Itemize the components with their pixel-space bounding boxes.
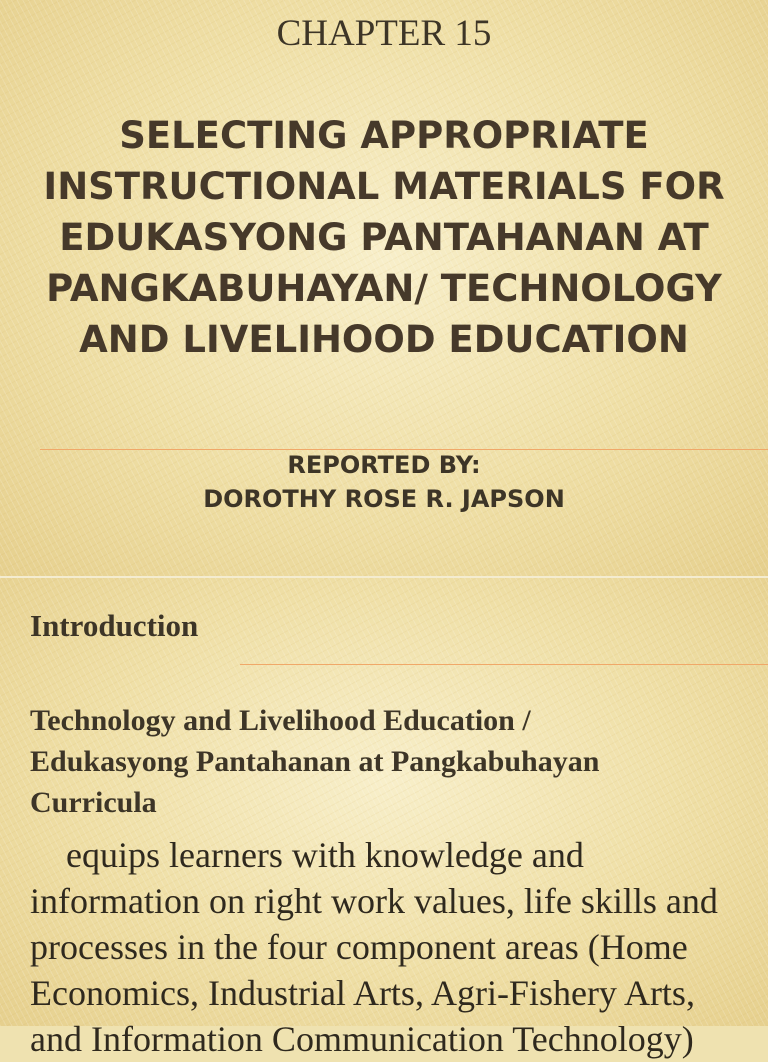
- title-line: INSTRUCTIONAL MATERIALS FOR: [43, 165, 725, 208]
- subheading-line: Curricula: [30, 786, 157, 819]
- title-line: AND LIVELIHOOD EDUCATION: [79, 318, 689, 361]
- reported-by-block: [0, 448, 768, 516]
- subheading-line: Technology and Livelihood Education /: [30, 704, 531, 737]
- reporter-name: DOROTHY ROSE R. JAPSON: [203, 485, 565, 513]
- title-line: EDUKASYONG PANTAHANAN AT: [59, 216, 709, 259]
- reported-by-label: REPORTED BY:: [287, 451, 481, 479]
- slide-title: [10, 110, 758, 365]
- curriculum-subheading: [30, 700, 730, 823]
- title-line: SELECTING APPROPRIATE: [119, 114, 649, 157]
- title-line: PANGKABUHAYAN/ TECHNOLOGY: [46, 267, 722, 310]
- subheading-line: Edukasyong Pantahanan at Pangkabuhayan: [30, 745, 600, 778]
- section-heading: Introduction: [30, 608, 199, 643]
- content-slide: [0, 578, 768, 1059]
- heading-divider: [240, 664, 768, 665]
- body-paragraph: equips learners with knowledge and information on right work values, life skills and processes in the four component areas (Home Economics, Industrial Arts, Agri-Fishery Arts, and Information Communication Technology): [30, 835, 718, 1059]
- chapter-label: CHAPTER 15: [276, 13, 492, 54]
